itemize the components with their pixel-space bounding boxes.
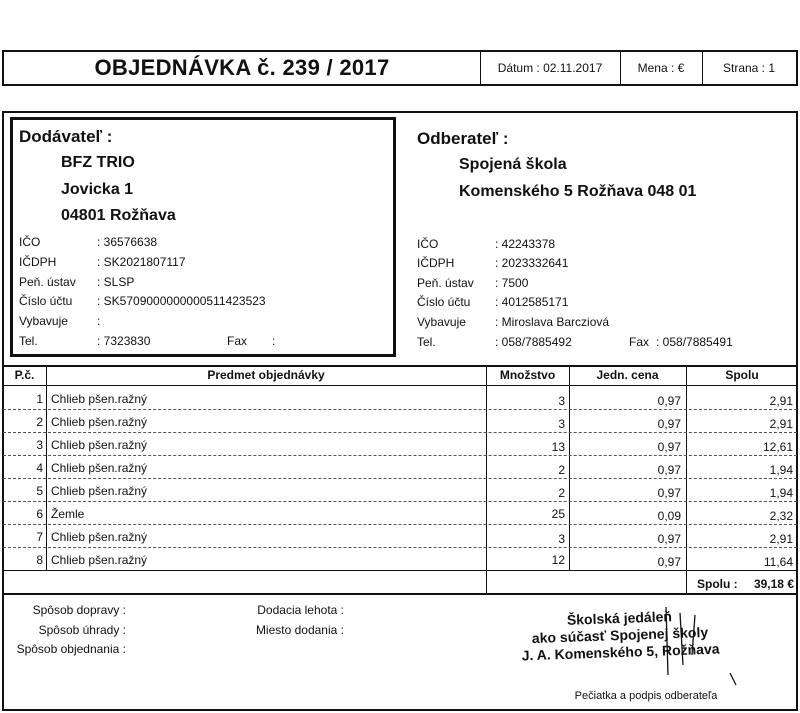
- stamp-line: ako súčasť Spojenej školy: [531, 623, 709, 647]
- row-separator: [3, 547, 797, 548]
- row-number: 1: [36, 392, 43, 406]
- stamp-line: Školská jedáleň: [566, 608, 673, 628]
- supplier-value: : SK2021807117: [97, 255, 186, 269]
- signature-caption: Pečiatka a podpis odberateľa: [574, 690, 718, 702]
- row-quantity: 12: [551, 553, 565, 567]
- supplier-label: IČDPH: [19, 255, 57, 269]
- supplier-heading: Dodávateľ :: [19, 127, 113, 146]
- customer-label: IČDPH: [417, 256, 455, 270]
- row-number: 6: [36, 507, 43, 521]
- row-unit-price: 0,97: [657, 440, 681, 454]
- supplier-label: Číslo účtu: [19, 294, 73, 308]
- row-quantity: 25: [551, 507, 565, 521]
- customer-label: IČO: [417, 237, 439, 251]
- row-item: Chlieb pšen.ražný: [51, 392, 148, 406]
- supplier-value: : 36576638: [97, 235, 158, 249]
- row-total: 2,91: [769, 417, 793, 431]
- grand-total-label: Spolu :: [697, 577, 738, 591]
- supplier-label: Vybavuje: [19, 314, 68, 328]
- supplier-value: : SK5709000000000511423523: [97, 294, 266, 308]
- col-header-item: Predmet objednávky: [207, 368, 325, 382]
- row-number: 2: [36, 415, 43, 429]
- row-separator: [3, 478, 797, 479]
- row-quantity: 3: [558, 417, 565, 431]
- signature: [560, 605, 750, 690]
- supplier-value: : SLSP: [97, 275, 135, 289]
- total-rule: [2, 593, 798, 595]
- table-top-rule: [2, 365, 798, 367]
- row-total: 12,61: [762, 440, 793, 454]
- supplier-value: :: [97, 314, 101, 328]
- customer-label: Tel.: [417, 335, 436, 349]
- stamp-line: J. A. Komenského 5, Rožňava: [521, 640, 720, 664]
- customer-value: : 42243378: [495, 237, 556, 251]
- supplier-label: Peň. ústav: [19, 275, 76, 289]
- col-header-total: Spolu: [725, 368, 759, 382]
- supplier-name: BFZ TRIO: [61, 154, 135, 171]
- row-item: Chlieb pšen.ražný: [51, 484, 148, 498]
- row-separator: [3, 409, 797, 410]
- order-header: [2, 50, 798, 86]
- customer-address: Komenského 5 Rožňava 048 01: [459, 183, 697, 200]
- row-total: 2,32: [769, 509, 793, 523]
- row-quantity: 2: [558, 486, 565, 500]
- supplier-street: Jovicka 1: [61, 181, 134, 198]
- table-header-rule: [2, 385, 798, 386]
- customer-heading: Odberateľ :: [417, 129, 509, 148]
- table-bottom-rule: [2, 570, 798, 571]
- row-item: Chlieb pšen.ražný: [51, 438, 148, 452]
- col-divider: [46, 366, 47, 570]
- customer-value: : 2023332641: [495, 256, 569, 270]
- supplier-label: Tel.: [19, 334, 38, 348]
- customer-value: : 4012585171: [495, 295, 569, 309]
- row-quantity: 13: [551, 440, 565, 454]
- row-number: 3: [36, 438, 43, 452]
- customer-label: Peň. ústav: [417, 276, 474, 290]
- supplier-label: IČO: [19, 235, 41, 249]
- delivery-time-label: Dodacia lehota :: [257, 603, 344, 617]
- row-total: 1,94: [769, 463, 793, 477]
- row-item: Chlieb pšen.ražný: [51, 415, 148, 429]
- row-number: 7: [36, 530, 43, 544]
- order-currency: Mena : €: [637, 61, 685, 75]
- row-unit-price: 0,97: [657, 417, 681, 431]
- row-item: Chlieb pšen.ražný: [51, 461, 148, 475]
- order-page: Strana : 1: [722, 61, 776, 75]
- col-header-number: P.č.: [14, 368, 35, 382]
- row-item: Žemle: [51, 507, 85, 521]
- row-separator: [3, 455, 797, 456]
- supplier-fax-label: Fax: [227, 334, 248, 348]
- delivery-place-label: Miesto dodania :: [255, 623, 344, 637]
- customer-fax-label: Fax: [629, 335, 650, 349]
- row-unit-price: 0,97: [657, 463, 681, 477]
- customer-value: : 7500: [495, 276, 529, 290]
- order-date: Dátum : 02.11.2017: [497, 61, 603, 75]
- row-total: 2,91: [769, 532, 793, 546]
- row-item: Chlieb pšen.ražný: [51, 553, 148, 567]
- row-number: 5: [36, 484, 43, 498]
- row-number: 4: [36, 461, 43, 475]
- customer-label: Vybavuje: [417, 315, 466, 329]
- customer-value: : Miroslava Barcziová: [495, 315, 610, 329]
- customer-label: Číslo účtu: [417, 295, 471, 309]
- col-header-unit-price: Jedn. cena: [596, 368, 659, 382]
- row-item: Chlieb pšen.ražný: [51, 530, 148, 544]
- transport-label: Spôsob dopravy :: [32, 603, 126, 617]
- row-total: 1,94: [769, 486, 793, 500]
- payment-label: Spôsob úhrady :: [38, 623, 126, 637]
- row-unit-price: 0,97: [657, 394, 681, 408]
- row-separator: [3, 501, 797, 502]
- order-title: OBJEDNÁVKA č. 239 / 2017: [94, 55, 390, 80]
- row-total: 11,64: [763, 555, 793, 569]
- col-header-quantity: Množstvo: [499, 368, 556, 382]
- grand-total-value: 39,18 €: [753, 577, 794, 591]
- row-unit-price: 0,97: [657, 486, 681, 500]
- supplier-fax-value: :: [272, 334, 276, 348]
- row-separator: [3, 432, 797, 433]
- row-total: 2,91: [769, 394, 793, 408]
- row-unit-price: 0,97: [657, 555, 681, 569]
- row-quantity: 3: [558, 532, 565, 546]
- supplier-value: : 7323830: [97, 334, 151, 348]
- row-unit-price: 0,97: [657, 532, 681, 546]
- customer-name: Spojená škola: [459, 156, 567, 173]
- customer-fax-value: : 058/7885491: [656, 335, 733, 349]
- row-unit-price: 0,09: [657, 509, 681, 523]
- order-method-label: Spôsob objednania :: [16, 642, 126, 656]
- customer-value: : 058/7885492: [495, 335, 572, 349]
- row-quantity: 2: [558, 463, 565, 477]
- row-separator: [3, 524, 797, 525]
- row-quantity: 3: [558, 394, 565, 408]
- supplier-city: 04801 Rožňava: [61, 207, 176, 224]
- row-number: 8: [36, 553, 43, 567]
